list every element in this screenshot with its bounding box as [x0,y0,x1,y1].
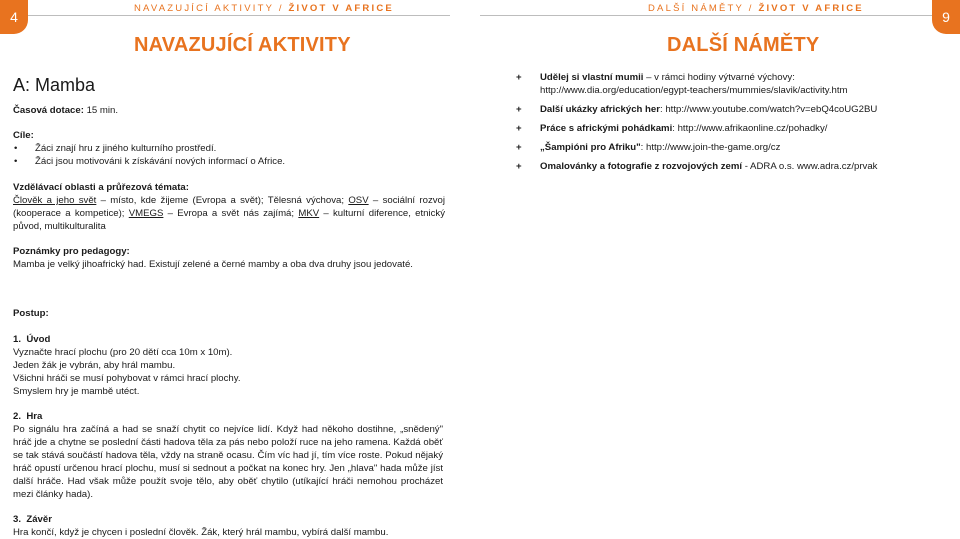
goal-item: • Žáci jsou motivováni k získávání nových informací o Africe. [13,155,285,168]
areas-text: Člověk a jeho svět – místo, kde žijeme (Evropa a svět); Tělesná výchova; OSV – sociální rozvoj (kooperace a kompetice); VMEGS – Evropa a svět nás zajímá; MKV – kulturní diference, etnický původ, multikulturalita [13,195,446,232]
running-head-left: NAVAZUJÍCÍ AKTIVITY / ŽIVOT V AFRICE [134,3,394,14]
idea-item: + Další ukázky afrických her: http://www.youtube.com/watch?v=ebQ4coUG2BU [516,104,878,115]
areas-label: Vzdělávací oblasti a průřezová témata: [13,182,189,193]
notes-text: Mamba je velký jihoafrický had. Existují zelené a černé mamby a oba dva druhy jsou jedovaté. [13,259,413,270]
step1-title: 1. Úvod [13,334,51,345]
idea-item: + Omalovánky a fotografie z rozvojových zemí - ADRA o.s. www.adra.cz/prvak [516,161,878,172]
step2-text: Po signálu hra začíná a had se snaží chytit co nejvíce lidí. Když had někoho dostihne, „snědený" hráč jde a chytne se poslední části hadova těla za pás nebo položí ruce na jeho ramena. Každá oběť se tak stává součástí hadova těla, vždy na straně ocasu. Čím víc had jí, tím více roste. Pokud nějaký hráč opustí určenou hrací plochu, musí si sednout a počkat na konec hry. Jen „hlava" hada může jíst další hráče. Had však může použít svoje tělo, aby oběť chytilo (utíkající hráči nemohou procházet mezi články hada). [13,424,443,500]
idea-item: + „Šampióni pro Afriku": http://www.join-the-game.org/cz [516,142,781,153]
plus-icon: + [516,104,522,115]
idea-item: + Udělej si vlastní mumii – v rámci hodiny výtvarné výchovy: http://www.dia.org/education/egypt-teachers/mummies/slavik/activity.htm [516,72,848,96]
plus-icon: + [516,72,522,83]
header-rule-right [480,15,932,16]
duration: Časová dotace: 15 min. [13,105,119,116]
procedure-label: Postup: [13,308,49,319]
step1-line: Všichni hráči se musí pohybovat v rámci hrací plochy. [13,373,241,384]
header-rule-left [28,15,450,16]
goals-list [13,142,285,168]
step1-line: Jeden žák je vybrán, aby hrál mambu. [13,360,176,371]
page-number-left: 4 [0,0,28,34]
page-number-right: 9 [932,0,960,34]
idea-item: + Práce s africkými pohádkami: http://www.afrikaonline.cz/pohadky/ [516,123,828,134]
step3-title: 3. Závěr [13,514,52,525]
section-title-left: NAVAZUJÍCÍ AKTIVITY [134,34,351,56]
plus-icon: + [516,161,522,172]
running-head-right: DALŠÍ NÁMĚTY / ŽIVOT V AFRICE [648,3,864,14]
step1-line: Vyznačte hrací plochu (pro 20 dětí cca 10m x 10m). [13,347,233,358]
notes-label: Poznámky pro pedagogy: [13,246,130,257]
plus-icon: + [516,123,522,134]
step2-title: 2. Hra [13,411,43,422]
activity-title: A: Mamba [13,75,96,95]
goals-label: Cíle: [13,130,34,141]
ideas-list [516,71,946,179]
goal-item: • Žáci znají hru z jiného kulturního prostředí. [13,142,285,155]
plus-icon: + [516,142,522,153]
step3-text: Hra končí, když je chycen i poslední člověk. Žák, který hrál mambu, vybírá další mambu. [13,527,389,538]
section-title-right: DALŠÍ NÁMĚTY [667,34,820,56]
step1-line: Smyslem hry je mambě utéct. [13,386,140,397]
